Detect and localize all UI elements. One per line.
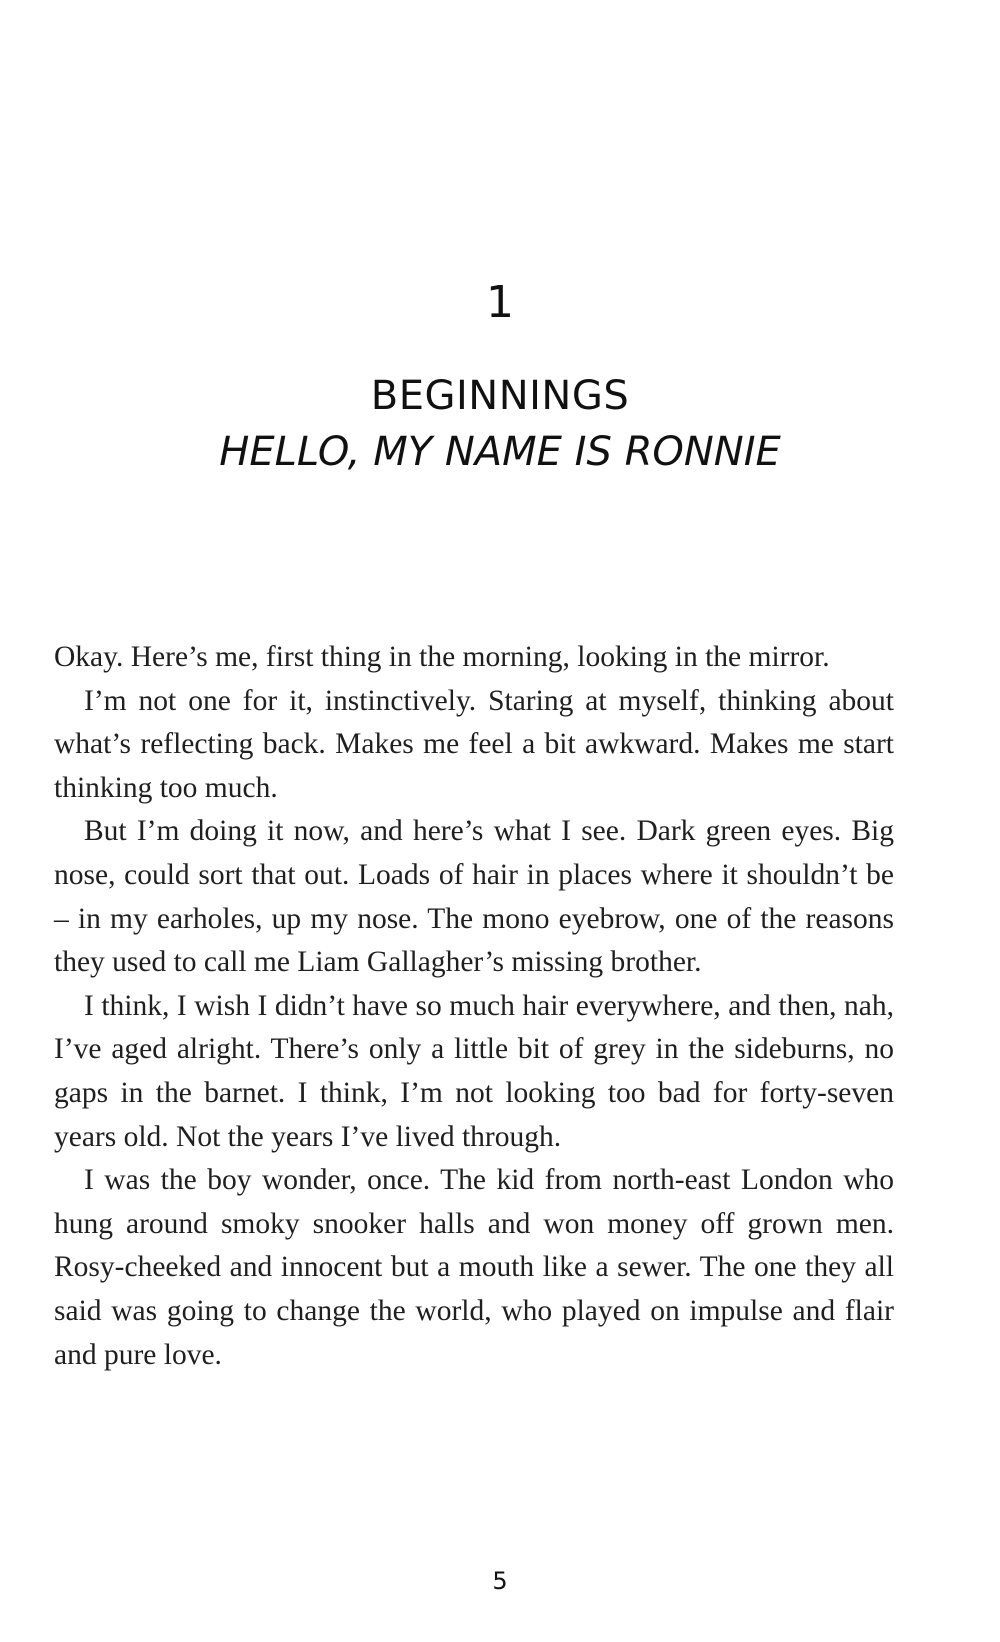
paragraph: I think, I wish I didn’t have so much hair everywhere, and then, nah, I’ve aged alright. There’s only a little bit of grey in the sideburns, no gaps in the barnet. I think, I’m not looking too bad for forty-seven years old. Not the years I’ve lived through. — [54, 989, 894, 1153]
chapter-number: 1 — [486, 277, 514, 328]
paragraph: I’m not one for it, instinctively. Staring at myself, thinking about what’s reflecting back. Makes me feel a bit awkward. Makes me start thinking too much. — [54, 684, 894, 804]
chapter-title: BEGINNINGS — [370, 373, 630, 419]
paragraph: Okay. Here’s me, first thing in the morning, looking in the mirror. — [54, 641, 830, 673]
paragraph: I was the boy wonder, once. The kid from north-east London who hung around smoky snooker halls and won money off grown men. Rosy-cheeked and innocent but a mouth like a sewer. The one they all said was going to change the world, who played on impulse and flair and pure love. — [54, 1164, 894, 1371]
page-number: 5 — [492, 1567, 508, 1595]
body-text — [54, 636, 894, 1377]
chapter-subtitle: HELLO, MY NAME IS RONNIE — [219, 429, 781, 475]
paragraph: But I’m doing it now, and here’s what I see. Dark green eyes. Big nose, could sort that out. Loads of hair in places where it shouldn’t be – in my earholes, up my nose. The mono eyebrow, one of the reasons they used to call me Liam Gallagher’s missing brother. — [54, 815, 894, 979]
